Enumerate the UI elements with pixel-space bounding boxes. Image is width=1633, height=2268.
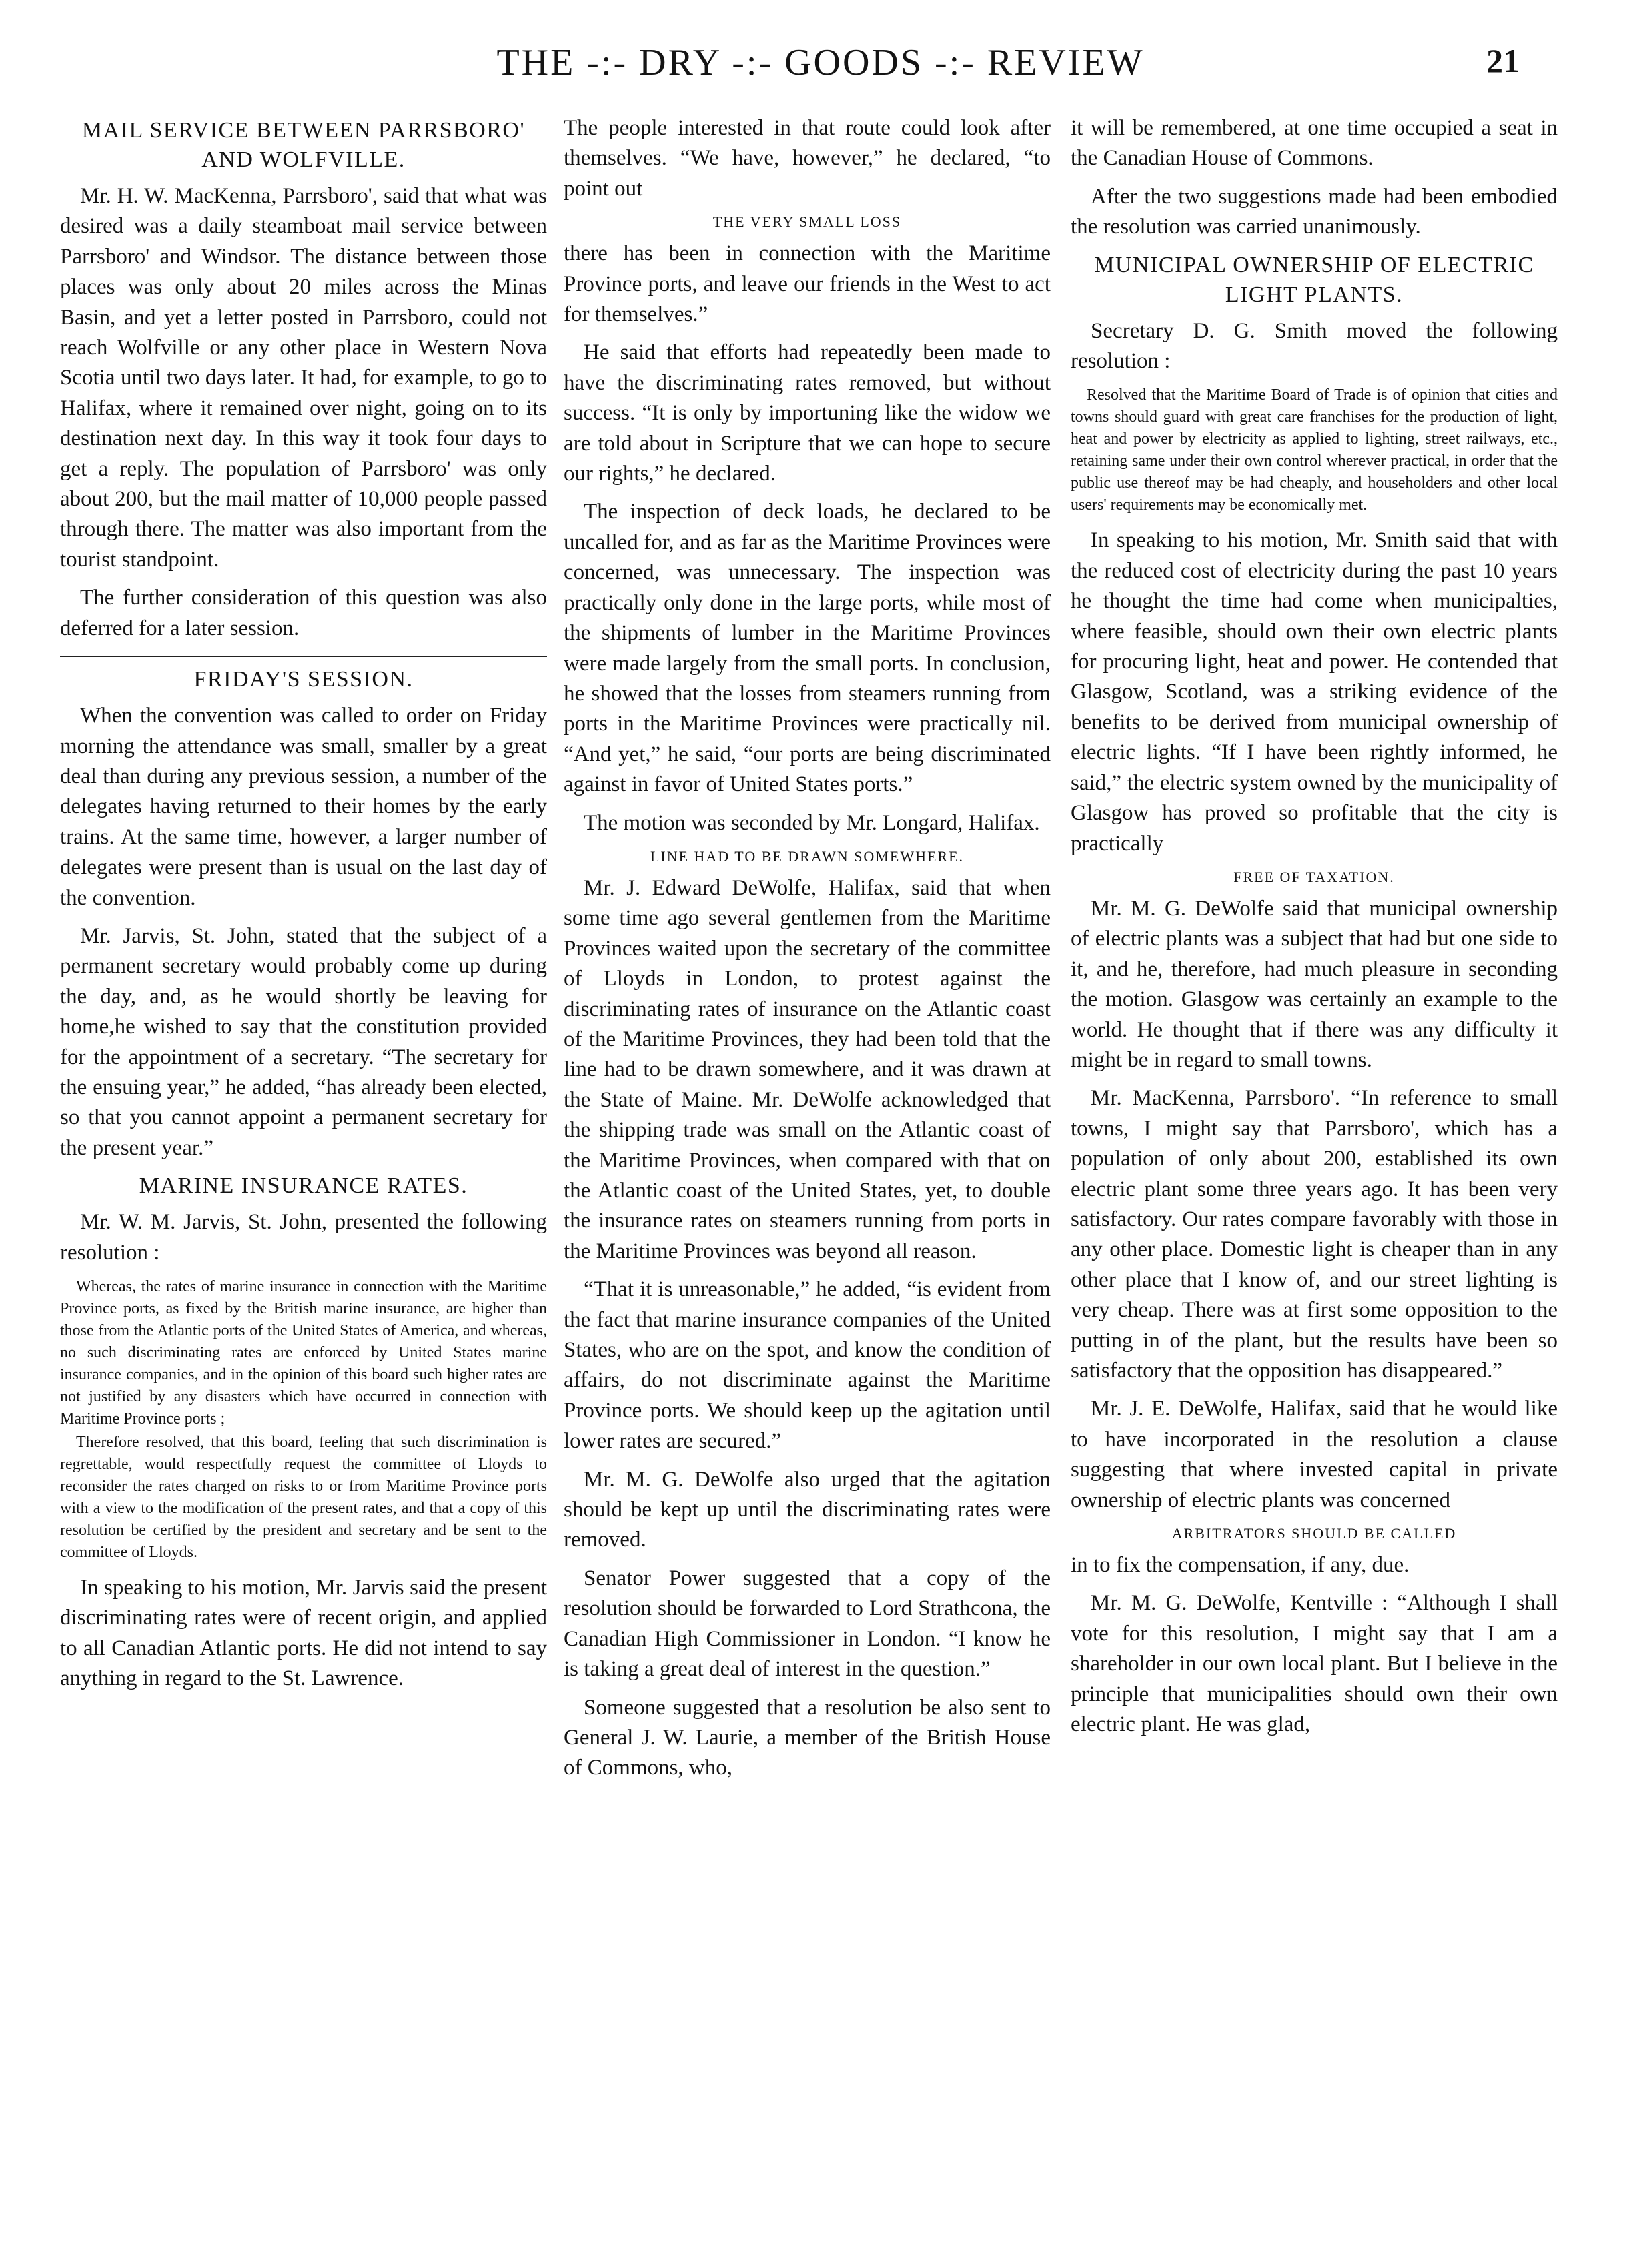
heading-municipal-ownership: MUNICIPAL OWNERSHIP OF ELECTRIC LIGHT PLANTS. <box>1094 252 1534 307</box>
column-1 <box>60 113 547 1694</box>
paragraph-seconded-longard: The motion was seconded by Mr. Longard, Halifax. <box>584 810 1040 835</box>
paragraph-senator-power: Senator Power suggested that a copy of the resolution should be forwarded to Lord Strathcona, the Canadian High Commissioner in London. “I know he is taking a great deal of interest in the question.” <box>564 1566 1051 1682</box>
publication-title: THE -:- DRY -:- GOODS -:- REVIEW <box>496 42 1145 83</box>
paragraph-maritime-ports: there has been in connection with the Maritime Province ports, and leave our friends in the West to act for themselves.” <box>564 241 1051 327</box>
running-header <box>0 41 1633 101</box>
subhead-line-drawn: LINE HAD TO BE DRAWN SOMEWHERE. <box>650 847 965 865</box>
paragraph-mg-dewolfe-agitation: Mr. M. G. DeWolfe also urged that the agitation should be kept up until the discriminating rates were removed. <box>564 1467 1051 1552</box>
paragraph-friday-attendance: When the convention was called to order on Friday morning the attendance was small, smaller by a great deal than during any previous session, a number of the delegates having returned to their homes by the early trains. At the same time, however, a larger number of delegates were present than is usual on the last day of the convention. <box>60 704 547 910</box>
paragraph-general-laurie: Someone suggested that a resolution be also sent to General J. W. Laurie, a member of the British House of Commons, who, <box>564 1695 1051 1780</box>
paragraph-kentville: Mr. M. G. DeWolfe, Kentville : “Although I shall vote for this resolution, I might say that I am a shareholder in our own local plant. But I believe in the principle that municipalities should own their own electric plant. He was glad, <box>1071 1591 1558 1737</box>
paragraph-jarvis-presented: Mr. W. M. Jarvis, St. John, presented the following resolution : <box>60 1210 547 1265</box>
paragraph-jarvis-speaking: In speaking to his motion, Mr. Jarvis said the present discriminating rates were of recent origin, and applied to all Canadian Atlantic ports. He did not intend to say anything in regard to the St. Lawrence. <box>60 1576 547 1691</box>
resolution-therefore: Therefore resolved, that this board, feeling that such discrimination is regrettable, would respectfully request the committee of Lloyds to reconsider the rates charged on risks to or from Maritime Province ports with a view to the modification of the present rates, and that a copy of this resolution be certified by the president and secretary and be sent to the committee of Lloyds. <box>60 1434 547 1561</box>
heading-marine-insurance: MARINE INSURANCE RATES. <box>139 1173 468 1199</box>
paragraph-mackenna-small-towns: Mr. MacKenna, Parrsboro'. “In reference to small towns, I might say that Parrsboro', which has a population of only about 200, established its own electric plant some three years ago. It has been very satisfactory. Our rates compare favorably with those in any other place. Domestic light is cheaper than in any other place that I know of, and our street lighting is very cheap. There was at first some opposition to the putting in of the plant, but the results have been so satisfactory that the opposition has disappeared.” <box>1071 1086 1558 1383</box>
paragraph-mg-dewolfe-seconding: Mr. M. G. DeWolfe said that municipal ownership of electric plants was a subject that had but one side to it, and he, therefore, had much pleasure in seconding the motion. Glasgow was certainly an example to the world. He thought that if there was any difficulty it might be in regard to small towns. <box>1071 896 1558 1072</box>
subhead-arbitrators: ARBITRATORS SHOULD BE CALLED <box>1171 1525 1457 1542</box>
paragraph-jarvis-secretary: Mr. Jarvis, St. John, stated that the subject of a permanent secretary would probably come up during the day, and, as he would shortly be leaving for home,he wished to say that the constitution provided for the appointment of a secretary. “The secretary for the ensuing year,” he added, “has already been elected, so that you cannot appoint a permanent secretary for the present year.” <box>60 923 547 1160</box>
resolution-whereas: Whereas, the rates of marine insurance in connection with the Maritime Province ports, as fixed by the British marine insurance, are higher than those from the Atlantic ports of the United States of America, and whereas, no such discriminating rates are enforced by United States marine insurance companies, and in the opinion of this board such higher rates are not justified by any disasters which have occurred in connection with Maritime Province ports ; <box>60 1278 547 1428</box>
subhead-very-small-loss: THE VERY SMALL LOSS <box>712 213 902 231</box>
page-number: 21 <box>1486 42 1520 79</box>
paragraph-edward-dewolfe: Mr. J. Edward DeWolfe, Halifax, said that when some time ago several gentlemen from the Maritime Provinces waited upon the secretary of the committee of Lloyds in London, to protest against the discriminating rates of insurance on the Atlantic coast of the Maritime Provinces, they had been told that the line had to be drawn somewhere, and it was drawn at the State of Maine. Mr. DeWolfe acknowledged that the shipping trade was small on the Atlantic coast of the Maritime Provinces, when compared with that on the Atlantic coast of the United States, yet, to double the insurance rates on steamers running from ports in the Maritime Provinces was beyond all reason. <box>564 875 1051 1263</box>
paragraph-widow-scripture: He said that efforts had repeatedly been made to have the discriminating rates removed, but without success. “It is only by importuning like the widow we are told about in Scripture that we can hope to secure our rights,” he declared. <box>564 340 1051 486</box>
paragraph-compensation: in to fix the compensation, if any, due. <box>1071 1553 1410 1578</box>
paragraph-smith-moved: Secretary D. G. Smith moved the following resolution : <box>1071 318 1558 374</box>
heading-fridays-session: FRIDAY'S SESSION. <box>60 656 547 694</box>
paragraph-deck-loads: The inspection of deck loads, he declared to be uncalled for, and as far as the Maritime Provinces were concerned, was unnecessary. The inspection was practically only done in the large ports, while most of the shipments of lumber in the Maritime Provinces were made largely from the small ports. In conclusion, he showed that the losses from steamers running from ports in the Maritime Provinces were practically nil. “And yet,” he said, “our ports are being discriminated against in favor of United States ports.” <box>564 500 1051 797</box>
paragraph-mackenna-mail: Mr. H. W. MacKenna, Parrsboro', said that what was desired was a daily steamboat mail service between Parrsboro' and Windsor. The distance between those places was only about 20 miles across the Minas Basin, and yet a letter posted in Parrsboro, could not reach Wolfville or any other place in Western Nova Scotia until two days later. It had, for example, to go to Halifax, where it remained over night, going on to its destination next day. In this way it took four days to get a reply. The population of Parrsboro' was only about 200, but the mail matter of 10,000 people passed through there. The matter was also important from the tourist standpoint. <box>60 184 547 572</box>
subhead-free-of-taxation: FREE OF TAXATION. <box>1233 868 1395 885</box>
paragraph-smith-speaking: In speaking to his motion, Mr. Smith said that with the reduced cost of electricity during the past 10 years he thought the time had come when municipalties, where feasible, should own their own electric plants for procuring light, heat and power. He contended that Glasgow, Scotland, was a striking evidence of the benefits to be derived from municipal ownership of electric lights. “If I have been rightly informed, he said,” the electric system owned by the municipality of Glasgow has proved so profitable that the city is practically <box>1071 528 1558 856</box>
paragraph-unreasonable: “That it is unreasonable,” he added, “is evident from the fact that marine insurance companies of the United States, who are on the spot, and know the condition of affairs, do not discriminate against the Maritime Province ports. We should keep up the agitation until lower rates are secured.” <box>564 1277 1051 1454</box>
paragraph-je-dewolfe-clause: Mr. J. E. DeWolfe, Halifax, said that he would like to have incorporated in the resolution a clause suggesting that where invested capital in private ownership of electric plants was concerned <box>1071 1397 1558 1512</box>
paragraph-route-continued: The people interested in that route could look after themselves. “We have, however,” he declared, “to point out <box>564 116 1051 201</box>
paragraph-carried-unanimously: After the two suggestions made had been embodied the resolution was carried unanimously. <box>1071 184 1558 239</box>
resolution-electric-light: Resolved that the Maritime Board of Trade is of opinion that cities and towns should guard with great care franchises for the production of light, heat and power by electricity as applied to lighting, street railways, etc., retaining same under their own control wherever practical, in order that the public use thereof may be had cheaply, and householders and other local users' requirements may be economically met. <box>1071 386 1558 514</box>
heading-mail-service: MAIL SERVICE BETWEEN PARRSBORO' AND WOLFVILLE. <box>81 118 526 172</box>
column-3 <box>1071 113 1558 1740</box>
column-2 <box>564 113 1051 1784</box>
paragraph-house-of-commons: it will be remembered, at one time occupied a seat in the Canadian House of Commons. <box>1071 116 1558 171</box>
paragraph-deferred: The further consideration of this question was also deferred for a later session. <box>60 586 547 640</box>
